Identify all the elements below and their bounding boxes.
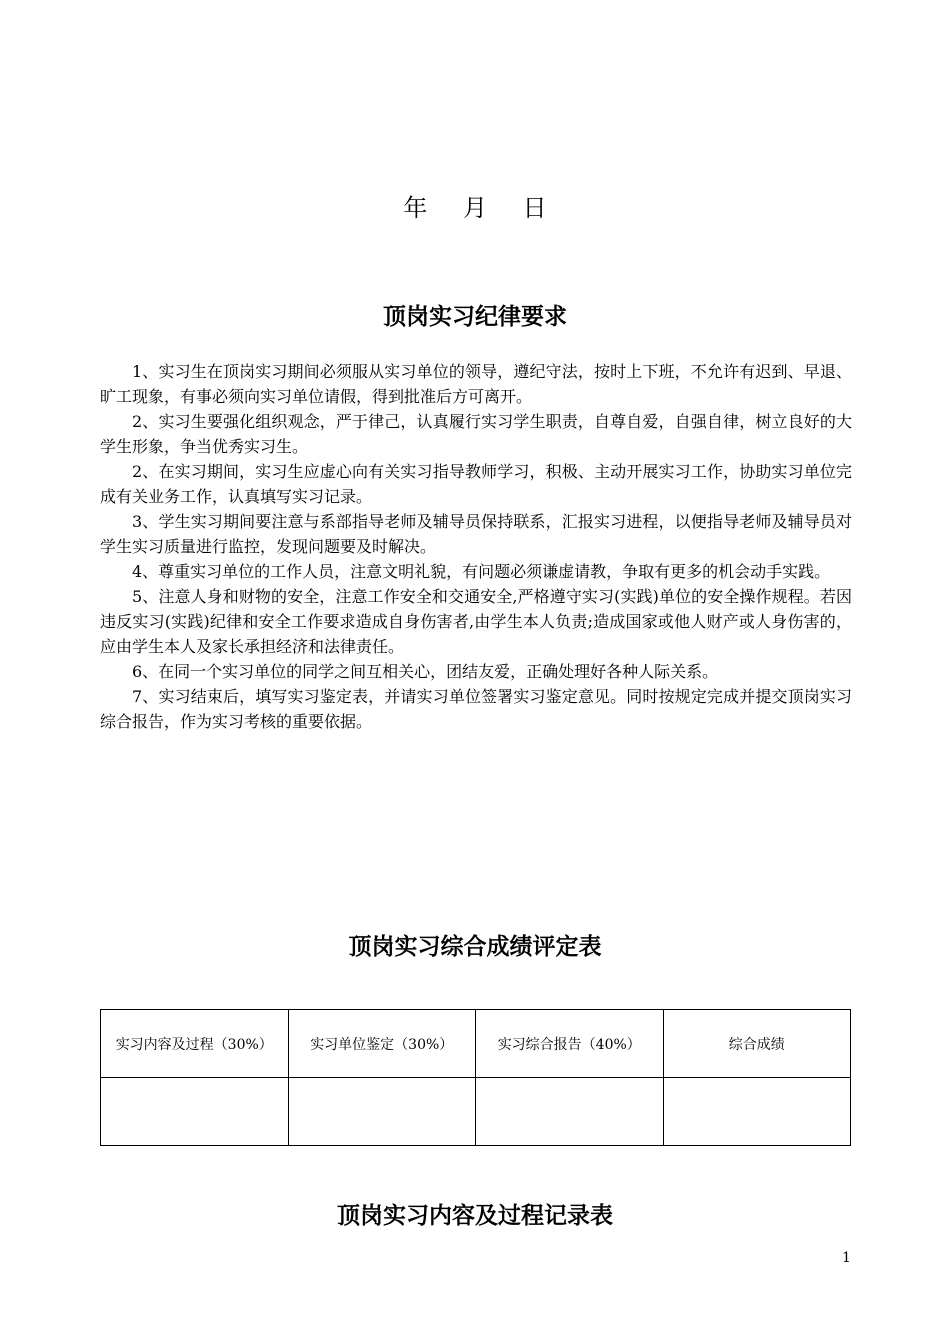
rule-item: 6、在同一个实习单位的同学之间互相关心，团结友爱，正确处理好各种人际关系。: [132, 662, 719, 681]
date-day: 日: [522, 194, 547, 222]
discipline-title: 顶岗实习纪律要求: [383, 304, 567, 330]
table-row: [101, 1078, 851, 1146]
score-table-title: 顶岗实习综合成绩评定表: [348, 934, 602, 960]
rule-item: 5、注意人身和财物的安全，注意工作安全和交通安全,严格遵守实习(实践)单位的安全操作规程。若因违反实习(实践)纪律和安全工作要求造成自身伤害者,由学生本人负责;造成国家或他人财产或人身伤害的，应由学生本人及家长承担经济和法律责任。: [100, 587, 852, 656]
rule-item: 2、在实习期间，实习生应虚心向有关实习指导教师学习，积极、主动开展实习工作，协助实习单位完成有关业务工作，认真填写实习记录。: [100, 462, 852, 506]
date-year: 年: [403, 194, 428, 222]
score-table: [100, 1009, 851, 1146]
date-line: [0, 188, 950, 223]
discipline-rules: [100, 359, 852, 734]
rule-item: 3、学生实习期间要注意与系部指导老师及辅导员保持联系，汇报实习进程，以便指导老师及辅导员对学生实习质量进行监控，发现问题要及时解决。: [100, 512, 852, 556]
rule-item: 7、实习结束后，填写实习鉴定表，并请实习单位签署实习鉴定意见。同时按规定完成并提交顶岗实习综合报告，作为实习考核的重要依据。: [100, 687, 852, 731]
cell-content-process[interactable]: [101, 1078, 289, 1146]
header-content-process: 实习内容及过程（30%）: [101, 1010, 289, 1078]
header-report: 实习综合报告（40%）: [476, 1010, 664, 1078]
cell-report[interactable]: [476, 1078, 664, 1146]
header-unit-appraisal: 实习单位鉴定（30%）: [288, 1010, 476, 1078]
rule-item: 2、实习生要强化组织观念，严于律己，认真履行实习学生职责，自尊自爱，自强自律，树立良好的大学生形象，争当优秀实习生。: [100, 412, 852, 456]
rule-item: 4、尊重实习单位的工作人员，注意文明礼貌，有问题必须谦虚请教，争取有更多的机会动手实践。: [132, 562, 831, 581]
header-total: 综合成绩: [663, 1010, 851, 1078]
date-month: 月: [463, 194, 487, 222]
table-header-row: [101, 1010, 851, 1078]
record-table-title: 顶岗实习内容及过程记录表: [337, 1203, 613, 1229]
cell-total[interactable]: [663, 1078, 851, 1146]
rule-item: 1、实习生在顶岗实习期间必须服从实习单位的领导，遵纪守法，按时上下班，不允许有迟到、早退、旷工现象，有事必须向实习单位请假，得到批准后方可离开。: [100, 362, 852, 406]
cell-unit-appraisal[interactable]: [288, 1078, 476, 1146]
page-number: 1: [842, 1250, 851, 1266]
